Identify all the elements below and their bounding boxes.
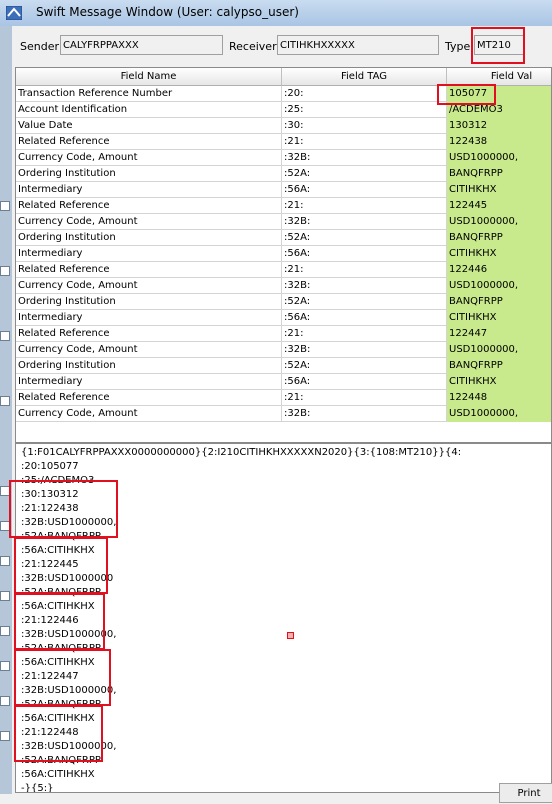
raw-message-line: :20:105077 bbox=[21, 461, 79, 472]
type-highlight-box bbox=[471, 27, 525, 64]
column-header-field-value[interactable]: Field Val bbox=[447, 68, 552, 86]
field-name-cell[interactable]: Intermediary bbox=[16, 246, 282, 262]
field-tag-cell[interactable]: :21: bbox=[282, 134, 447, 150]
background-window-edge bbox=[0, 26, 12, 794]
field-name-cell[interactable]: Currency Code, Amount bbox=[16, 278, 282, 294]
table-row[interactable] bbox=[16, 118, 552, 134]
block-highlight-box bbox=[14, 537, 108, 594]
block-highlight-box bbox=[9, 480, 118, 538]
type-label: Type bbox=[445, 40, 471, 53]
field-name-cell[interactable]: Intermediary bbox=[16, 310, 282, 326]
field-tag-cell[interactable]: :56A: bbox=[282, 182, 447, 198]
raw-message-line: :32B:USD1000000 bbox=[21, 573, 114, 584]
field-value-cell[interactable]: CITIHKHX bbox=[447, 246, 552, 262]
raw-message-line: :32B:USD1000000, bbox=[21, 685, 117, 696]
table-row[interactable] bbox=[16, 310, 552, 326]
field-name-cell[interactable]: Related Reference bbox=[16, 390, 282, 406]
field-value-cell[interactable]: BANQFRPP bbox=[447, 230, 552, 246]
field-name-cell[interactable]: Ordering Institution bbox=[16, 358, 282, 374]
field-tag-cell[interactable]: :32B: bbox=[282, 150, 447, 166]
field-name-cell[interactable]: Transaction Reference Number bbox=[16, 86, 282, 102]
field-name-cell[interactable]: Currency Code, Amount bbox=[16, 150, 282, 166]
checkbox-icon bbox=[0, 201, 10, 211]
raw-message-line: :56A:CITIHKHX bbox=[21, 713, 95, 724]
checkbox-icon bbox=[0, 556, 10, 566]
raw-message-line: :32B:USD1000000, bbox=[21, 741, 117, 752]
table-row[interactable] bbox=[16, 150, 552, 166]
raw-message-line: :21:122447 bbox=[21, 671, 79, 682]
swift-message-window bbox=[12, 26, 552, 799]
checkbox-icon bbox=[0, 661, 10, 671]
field-name-cell[interactable]: Ordering Institution bbox=[16, 294, 282, 310]
field-tag-cell[interactable]: :32B: bbox=[282, 406, 447, 422]
field-tag-cell[interactable]: :52A: bbox=[282, 358, 447, 374]
checkbox-icon bbox=[0, 266, 10, 276]
field-value-cell[interactable]: CITIHKHX bbox=[447, 182, 552, 198]
field-tag-cell[interactable]: :32B: bbox=[282, 342, 447, 358]
field-tag-cell[interactable]: :32B: bbox=[282, 214, 447, 230]
field-name-cell[interactable]: Intermediary bbox=[16, 182, 282, 198]
block-highlight-box bbox=[14, 649, 111, 706]
table-row[interactable] bbox=[16, 166, 552, 182]
table-row[interactable] bbox=[16, 198, 552, 214]
raw-message-line: :30:130312 bbox=[21, 489, 79, 500]
table-row[interactable] bbox=[16, 294, 552, 310]
column-header-field-name[interactable]: Field Name bbox=[16, 68, 282, 86]
field-tag-cell[interactable]: :52A: bbox=[282, 166, 447, 182]
field-name-cell[interactable]: Currency Code, Amount bbox=[16, 214, 282, 230]
type-field[interactable]: MT210 bbox=[474, 35, 524, 55]
checkbox-icon bbox=[0, 331, 10, 341]
field-name-cell[interactable]: Ordering Institution bbox=[16, 230, 282, 246]
field-tag-cell[interactable]: :21: bbox=[282, 390, 447, 406]
field-tag-cell[interactable]: :52A: bbox=[282, 230, 447, 246]
table-row[interactable] bbox=[16, 246, 552, 262]
field-value-cell[interactable]: BANQFRPP bbox=[447, 358, 552, 374]
table-row[interactable] bbox=[16, 374, 552, 390]
field-value-cell[interactable]: USD1000000, bbox=[447, 150, 552, 166]
checkbox-icon bbox=[0, 591, 10, 601]
field-value-cell[interactable]: USD1000000, bbox=[447, 342, 552, 358]
raw-message-line: :56A:CITIHKHX bbox=[21, 545, 95, 556]
raw-message-line: :56A:CITIHKHX bbox=[21, 657, 95, 668]
raw-message-line: :52A:BANQFRPP bbox=[21, 699, 101, 710]
sender-field[interactable]: CALYFRPPAXXX bbox=[60, 35, 223, 55]
field-name-cell[interactable]: Currency Code, Amount bbox=[16, 406, 282, 422]
field-tag-cell[interactable]: :56A: bbox=[282, 374, 447, 390]
field-value-cell[interactable]: 122445 bbox=[447, 198, 552, 214]
checkbox-icon bbox=[0, 626, 10, 636]
field-tag-cell[interactable]: :20: bbox=[282, 86, 447, 102]
checkbox-icon bbox=[0, 696, 10, 706]
field-value-cell[interactable]: USD1000000, bbox=[447, 278, 552, 294]
field-value-cell[interactable]: 122438 bbox=[447, 134, 552, 150]
table-row[interactable] bbox=[16, 278, 552, 294]
field-name-cell[interactable]: Ordering Institution bbox=[16, 166, 282, 182]
field-name-cell[interactable]: Value Date bbox=[16, 118, 282, 134]
fields-table bbox=[15, 67, 552, 443]
raw-message-line: :52A:BANQFRPP bbox=[21, 643, 101, 654]
window-title: Swift Message Window (User: calypso_user) bbox=[36, 5, 299, 19]
field-name-cell[interactable]: Related Reference bbox=[16, 262, 282, 278]
field-name-cell[interactable]: Related Reference bbox=[16, 198, 282, 214]
field-value-cell[interactable]: USD1000000, bbox=[447, 214, 552, 230]
field-tag-cell[interactable]: :21: bbox=[282, 198, 447, 214]
app-icon bbox=[6, 6, 22, 20]
field-tag-cell[interactable]: :56A: bbox=[282, 310, 447, 326]
field-value-cell[interactable]: USD1000000, bbox=[447, 406, 552, 422]
raw-message-line: :21:122445 bbox=[21, 559, 79, 570]
block-highlight-box bbox=[14, 705, 103, 762]
raw-message-line: -}{5:} bbox=[21, 783, 54, 793]
field-value-cell[interactable]: BANQFRPP bbox=[447, 294, 552, 310]
field-name-cell[interactable]: Currency Code, Amount bbox=[16, 342, 282, 358]
value-highlight-box bbox=[437, 84, 496, 105]
raw-message-line: :56A:CITIHKHX bbox=[21, 769, 95, 780]
table-row[interactable] bbox=[16, 358, 552, 374]
column-header-field-tag[interactable]: Field TAG bbox=[282, 68, 447, 86]
field-tag-cell[interactable]: :56A: bbox=[282, 246, 447, 262]
field-value-cell[interactable]: 122446 bbox=[447, 262, 552, 278]
field-name-cell[interactable]: Intermediary bbox=[16, 374, 282, 390]
raw-message-line: :21:122448 bbox=[21, 727, 79, 738]
field-tag-cell[interactable]: :21: bbox=[282, 326, 447, 342]
field-name-cell[interactable]: Related Reference bbox=[16, 326, 282, 342]
raw-message-line: :56A:CITIHKHX bbox=[21, 601, 95, 612]
raw-message-line: :52A:BANQFRPP bbox=[21, 587, 101, 598]
raw-message-line: :52A:BANQFRPP bbox=[21, 755, 101, 766]
checkbox-icon bbox=[0, 731, 10, 741]
block-highlight-box bbox=[14, 593, 105, 650]
checkbox-icon bbox=[0, 396, 10, 406]
field-value-cell[interactable]: BANQFRPP bbox=[447, 166, 552, 182]
table-row[interactable] bbox=[16, 342, 552, 358]
field-value-cell[interactable]: 130312 bbox=[447, 118, 552, 134]
table-row[interactable] bbox=[16, 406, 552, 422]
table-row[interactable] bbox=[16, 262, 552, 278]
field-name-cell[interactable]: Related Reference bbox=[16, 134, 282, 150]
raw-message-line: :21:122446 bbox=[21, 615, 79, 626]
table-row[interactable] bbox=[16, 134, 552, 150]
field-value-cell[interactable]: 105077 bbox=[447, 86, 552, 102]
receiver-field[interactable]: CITIHKHXXXXX bbox=[277, 35, 439, 55]
field-tag-cell[interactable]: :52A: bbox=[282, 294, 447, 310]
print-button[interactable]: Print bbox=[499, 783, 552, 803]
raw-message-line: {1:F01CALYFRPPAXXX0000000000}{2:I210CITIHKHXXXXXN2020}{3:{108:MT210}}{4: bbox=[21, 447, 462, 458]
field-value-cell[interactable]: 122447 bbox=[447, 326, 552, 342]
raw-message-line: :52A:BANQFRPP bbox=[21, 531, 101, 542]
raw-message-line: :32B:USD1000000, bbox=[21, 629, 117, 640]
raw-message-line: :32B:USD1000000, bbox=[21, 517, 117, 528]
table-row[interactable] bbox=[16, 230, 552, 246]
field-value-cell[interactable]: /ACDEMO3 bbox=[447, 102, 552, 118]
raw-message-line: :25:/ACDEMO3 bbox=[21, 475, 95, 486]
field-tag-cell[interactable]: :21: bbox=[282, 262, 447, 278]
table-row[interactable] bbox=[16, 390, 552, 406]
sender-label: Sender bbox=[20, 40, 59, 53]
table-row[interactable] bbox=[16, 326, 552, 342]
field-tag-cell[interactable]: :25: bbox=[282, 102, 447, 118]
field-value-cell[interactable]: 122448 bbox=[447, 390, 552, 406]
field-tag-cell[interactable]: :32B: bbox=[282, 278, 447, 294]
annotation-marker bbox=[287, 632, 294, 639]
field-value-cell[interactable]: CITIHKHX bbox=[447, 374, 552, 390]
field-name-cell[interactable]: Account Identification bbox=[16, 102, 282, 118]
receiver-label: Receiver bbox=[229, 40, 277, 53]
field-tag-cell[interactable]: :30: bbox=[282, 118, 447, 134]
field-value-cell[interactable]: CITIHKHX bbox=[447, 310, 552, 326]
table-row[interactable] bbox=[16, 182, 552, 198]
raw-message-line: :21:122438 bbox=[21, 503, 79, 514]
table-row[interactable] bbox=[16, 214, 552, 230]
window-titlebar[interactable] bbox=[0, 0, 552, 27]
